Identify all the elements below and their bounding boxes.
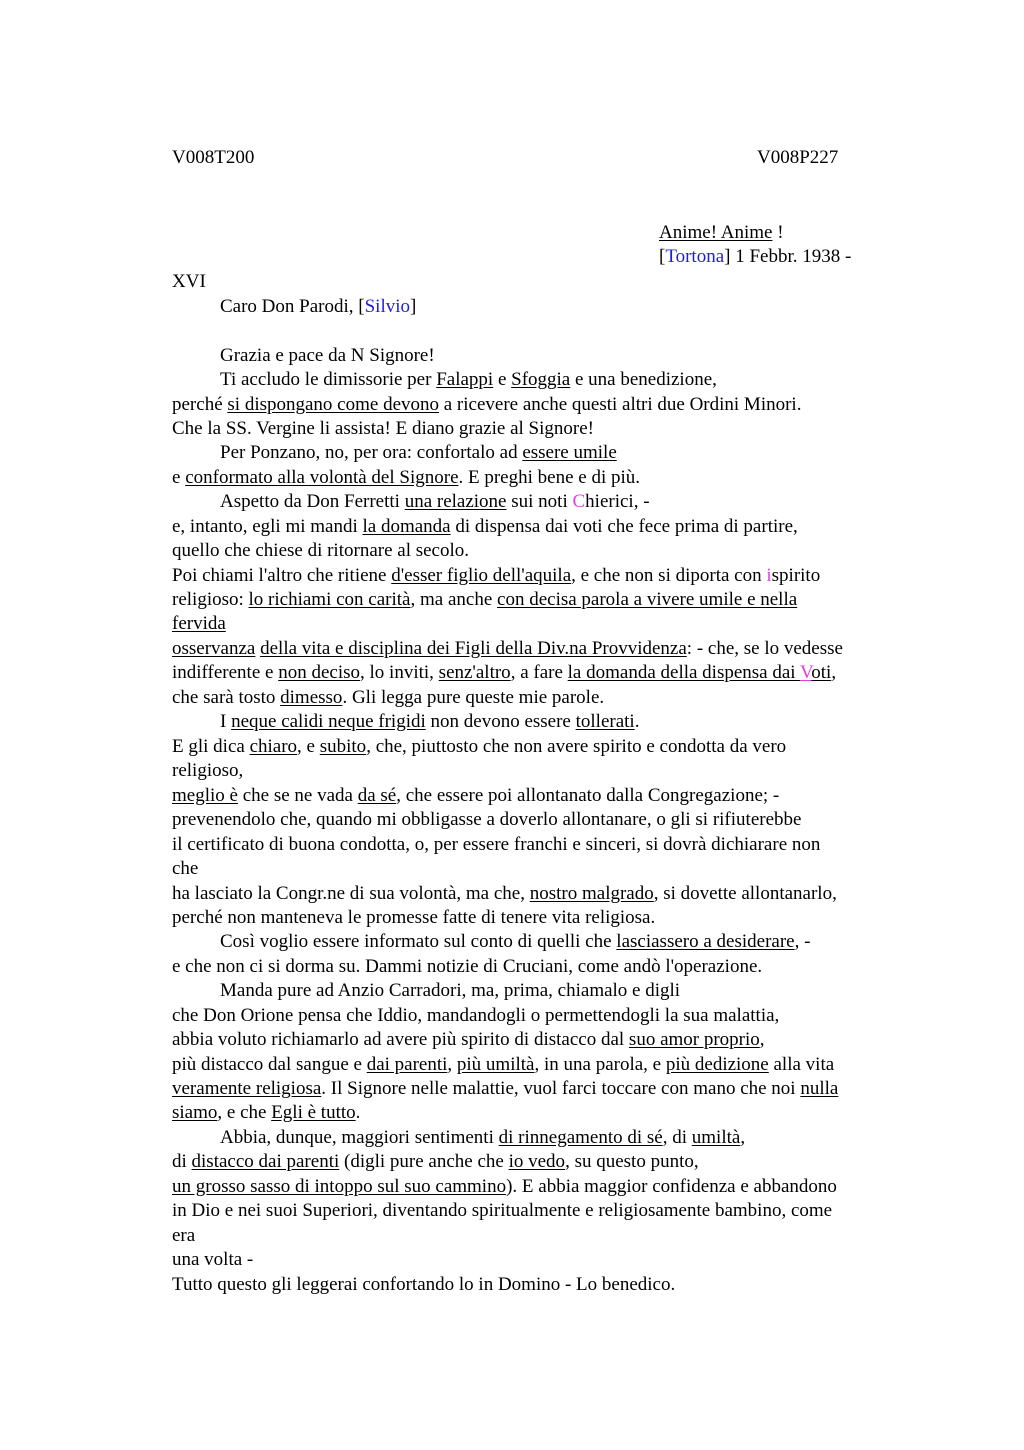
text-line: Ti accludo le dimissorie per Falappi e Sfoggia e una benedizione, — [220, 369, 717, 390]
text-line: siamo, e che Egli è tutto. — [172, 1102, 361, 1123]
text-line: prevenendolo che, quando mi obbligasse a doverlo allontanare, o gli si rifiuterebbe — [172, 809, 802, 830]
text-line: ha lasciato la Congr.ne di sua volontà, ma che, nostro malgrado, si dovette allontanarlo, — [172, 883, 837, 904]
text-line: quello che chiese di ritornare al secolo. — [172, 540, 470, 561]
text-line: Poi chiami l'altro che ritiene d'esser figlio dell'aquila, e che non si diporta con ispirito — [172, 565, 821, 586]
salutation: Caro Don Parodi, [Silvio] — [220, 296, 417, 317]
text-line: in Dio e nei suoi Superiori, diventando spiritualmente e religiosamente bambino, come — [172, 1200, 833, 1221]
text-line: Aspetto da Don Ferretti una relazione sui noti Chierici, - — [220, 491, 650, 512]
text-line: che Don Orione pensa che Iddio, mandandogli o permettendogli la sua malattia, — [172, 1005, 780, 1026]
text-line: indifferente e non deciso, lo inviti, senz'altro, a fare la domanda della dispensa dai Voti, — [172, 662, 837, 683]
text-line: che — [172, 858, 199, 879]
greeting: Grazia e pace da N Signore! — [220, 345, 435, 366]
text-line: osservanza della vita e disciplina dei Figli della Div.na Provvidenza: - che, se lo vedesse — [172, 638, 843, 659]
text-line: perché si dispongano come devono a ricevere anche questi altri due Ordini Minori. — [172, 394, 802, 415]
correction-mark: C — [572, 491, 586, 512]
text-line: il certificato di buona condotta, o, per essere franchi e sinceri, si dovrà dichiarare non — [172, 834, 821, 855]
text-line: Per Ponzano, no, per ora: confortalo ad essere umile — [220, 442, 617, 463]
text-line: abbia voluto richiamarlo ad avere più spirito di distacco dal suo amor proprio, — [172, 1029, 765, 1050]
text-line: era — [172, 1225, 196, 1246]
place-name: Tortona — [665, 246, 725, 267]
motto-underlined: Anime! Anime — [659, 222, 773, 243]
dateline: [Tortona] 1 Febbr. 1938 - — [659, 246, 852, 267]
closing-line: Tutto questo gli leggerai confortando lo in Domino - Lo benedico. — [172, 1274, 676, 1295]
correction-mark: V — [800, 662, 812, 683]
text-line: e, intanto, egli mi mandi la domanda di dispensa dai voti che fece prima di partire, — [172, 516, 798, 537]
motto — [659, 222, 784, 244]
text-line: e che non ci si dorma su. Dammi notizie di Cruciani, come andò l'operazione. — [172, 956, 763, 977]
text-line: fervida — [172, 613, 226, 634]
text-line: perché non manteneva le promesse fatte di tenere vita religiosa. — [172, 907, 656, 928]
text-line: che sarà tosto dimesso. Gli legga pure queste mie parole. — [172, 687, 605, 708]
text-line: Abbia, dunque, maggiori sentimenti di rinnegamento di sé, di umiltà, — [220, 1127, 746, 1148]
text-line: Manda pure ad Anzio Carradori, ma, prima, chiamalo e digli — [220, 980, 681, 1001]
archive-code-right: V008P227 — [757, 147, 839, 168]
letter-number: XVI — [172, 271, 206, 292]
text-line: più distacco dal sangue e dai parenti, più umiltà, in una parola, e più dedizione alla vita — [172, 1054, 835, 1075]
text-line: religioso: lo richiami con carità, ma anche con decisa parola a vivere umile e nella — [172, 589, 798, 610]
recipient-name: Silvio — [364, 296, 410, 317]
archive-code-left: V008T200 — [172, 147, 255, 168]
text-line: I neque calidi neque frigidi non devono essere tollerati. — [220, 711, 640, 732]
motto-tail: ! — [772, 222, 784, 243]
date: 1 Febbr. 1938 - — [730, 246, 852, 267]
text-line: meglio è che se ne vada da sé, che essere poi allontanato dalla Congregazione; - — [172, 785, 780, 806]
text-line: di distacco dai parenti (digli pure anche che io vedo, su questo punto, — [172, 1151, 699, 1172]
text-line: un grosso sasso di intoppo sul suo cammino). E abbia maggior confidenza e abbandono — [172, 1176, 837, 1197]
text-line: religioso, — [172, 760, 244, 781]
text-line: e conformato alla volontà del Signore. E preghi bene e di più. — [172, 467, 641, 488]
text-line: Così voglio essere informato sul conto di quelli che lasciassero a desiderare, - — [220, 931, 811, 952]
correction-mark: i — [766, 565, 772, 586]
text-line: veramente religiosa. Il Signore nelle malattie, vuol farci toccare con mano che noi nulla — [172, 1078, 839, 1099]
text-line: E gli dica chiaro, e subito, che, piuttosto che non avere spirito e condotta da vero — [172, 736, 787, 757]
text-line: una volta - — [172, 1249, 254, 1270]
text-line: Che la SS. Vergine li assista! E diano grazie al Signore! — [172, 418, 594, 439]
